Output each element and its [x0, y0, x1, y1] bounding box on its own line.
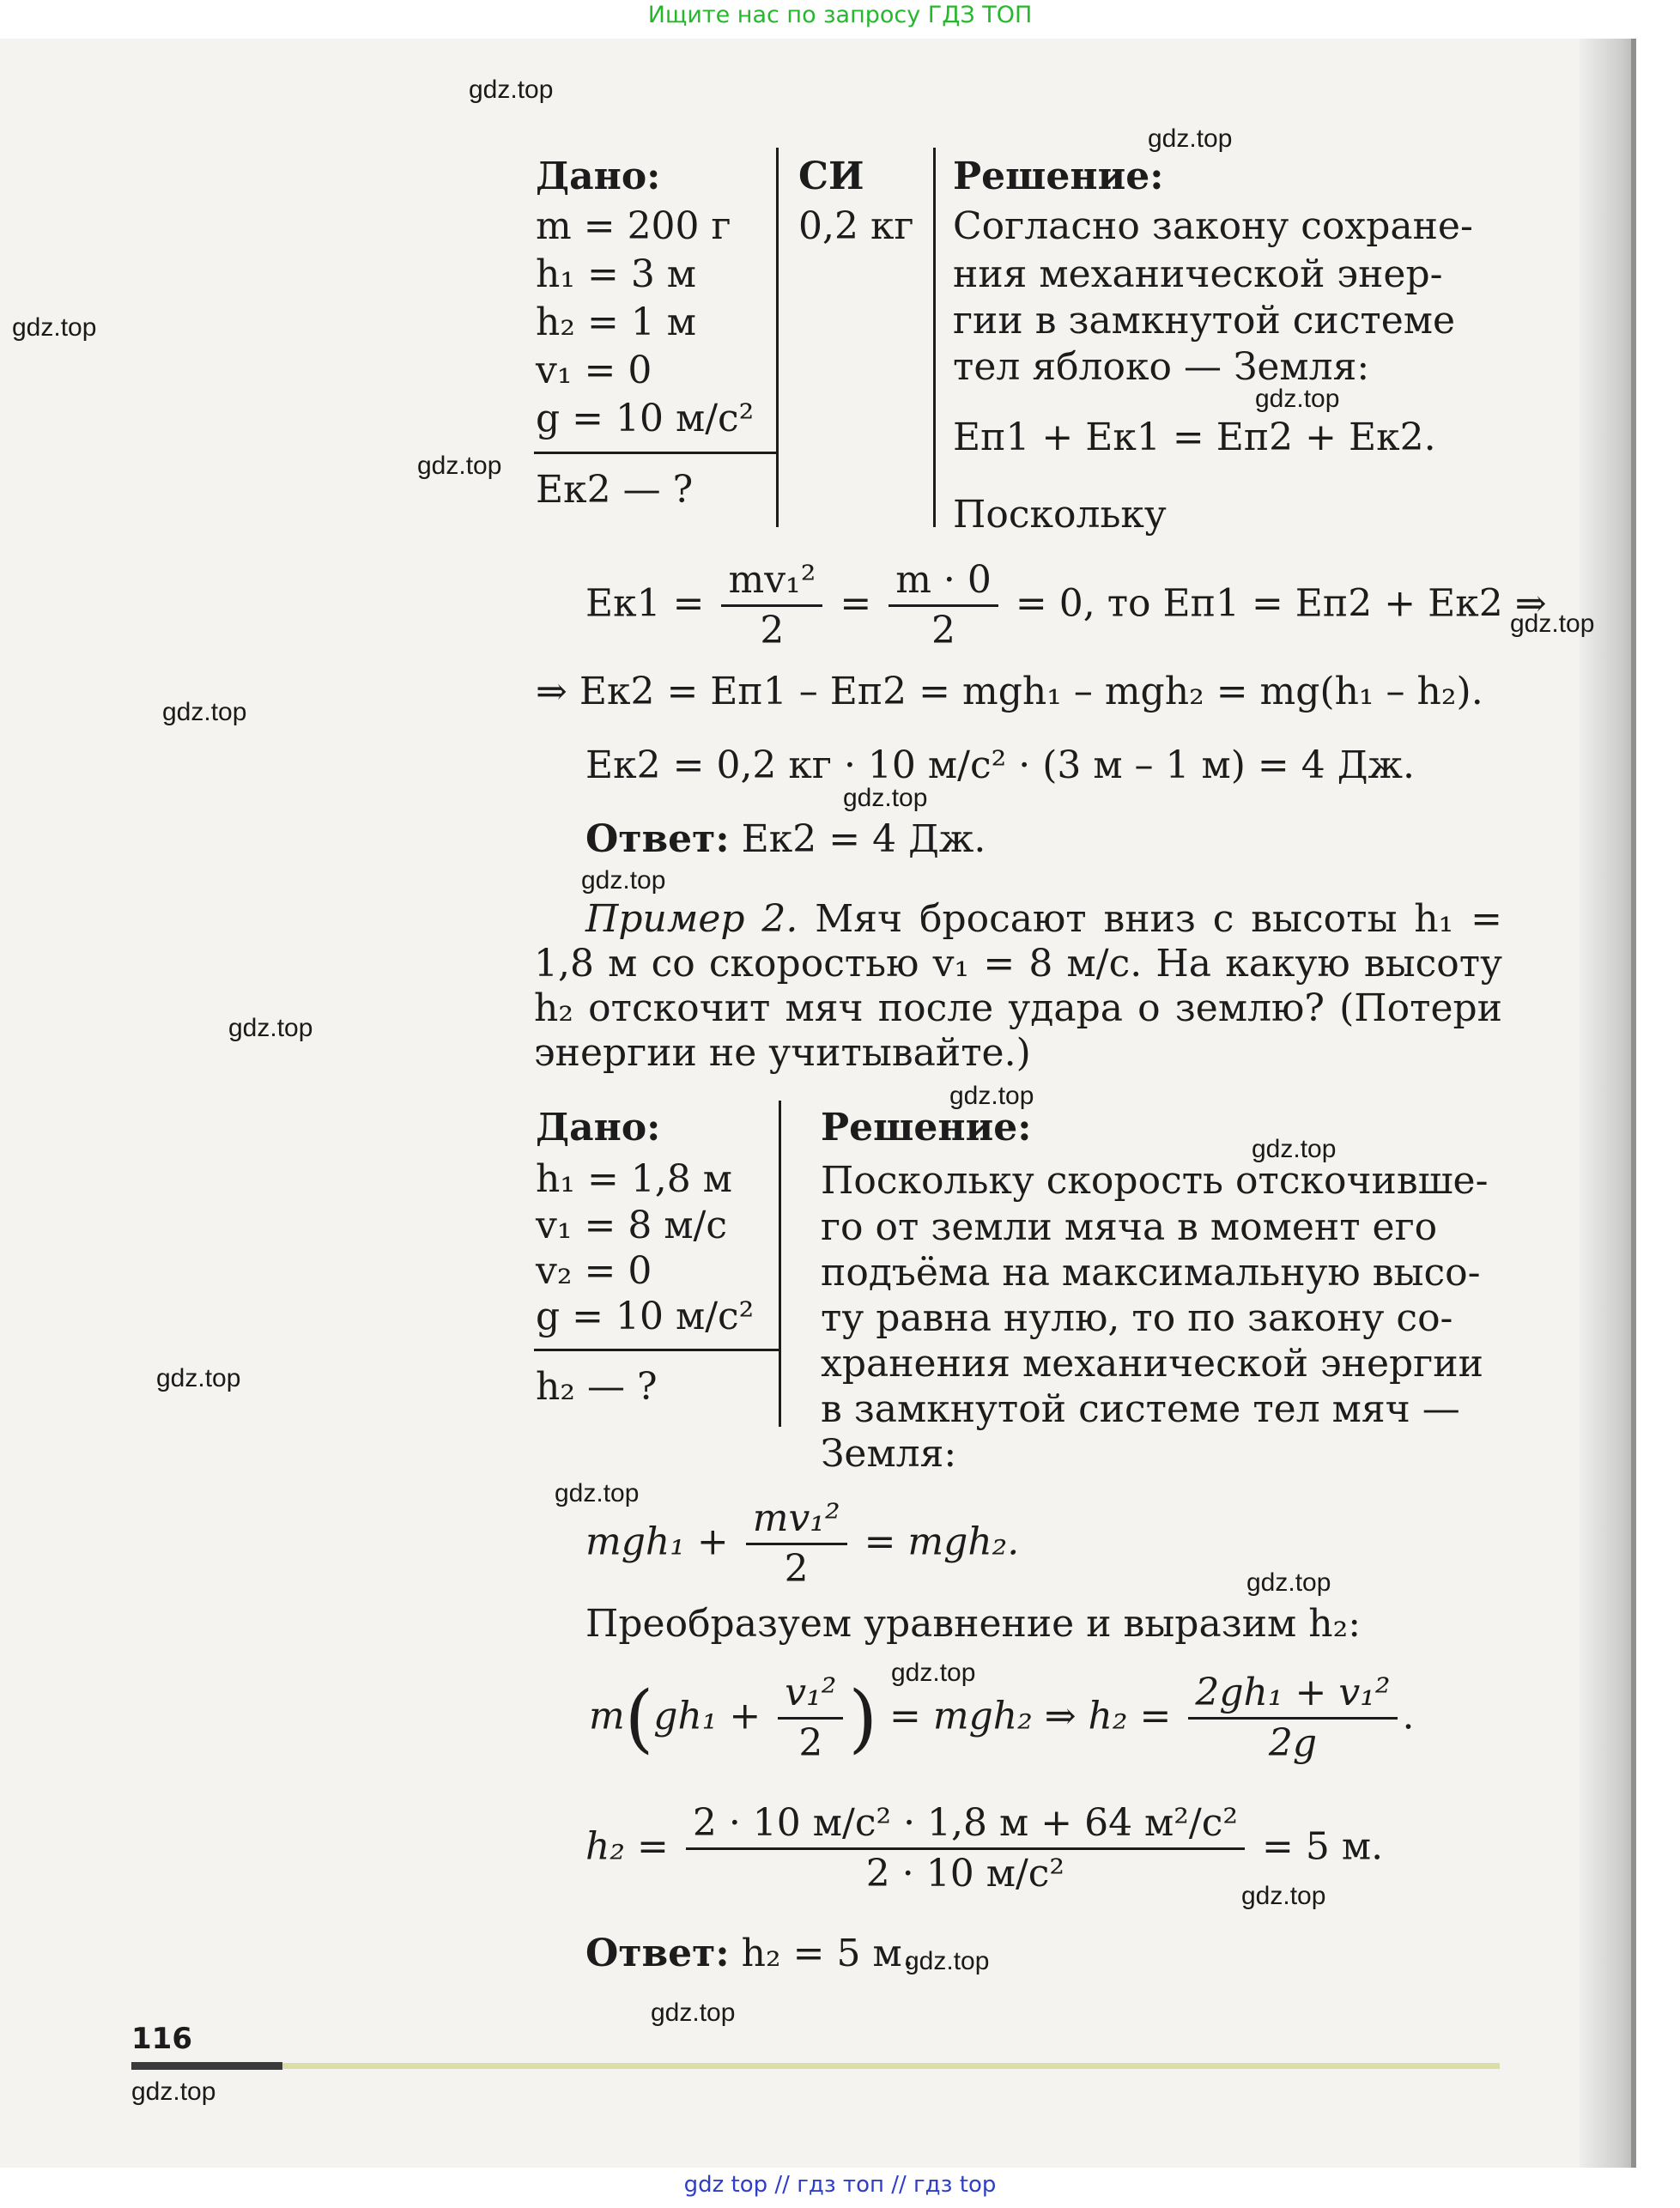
ex1-eq1-fraction-2 [889, 560, 998, 652]
ex2-eq2-fraction [1188, 1672, 1397, 1765]
ex2-eq2-m: m [589, 1694, 625, 1738]
watermark: gdz.top [843, 784, 928, 812]
ex2-eq3-num: 2 · 10 м/с² · 1,8 м + 64 м²/с² [686, 1803, 1245, 1850]
ex1-energy-equation: Eп1 + Eк1 = Eп2 + Eк2. [953, 416, 1436, 459]
ex2-eq3-lhs: h₂ = [585, 1824, 669, 1869]
ex2-given-2: v₂ = 0 [536, 1249, 652, 1293]
page-spine [1631, 39, 1636, 2168]
ex2-given-1: v₁ = 8 м/с [536, 1204, 728, 1247]
ex1-given-0: m = 200 г [536, 204, 731, 248]
ex1-eq1-num2: m · 0 [889, 560, 998, 607]
ex2-answer-label: Ответ: [585, 1932, 730, 1975]
watermark: gdz.top [162, 698, 247, 726]
ex2-eq2-inner: gh₁ + [653, 1694, 761, 1738]
ex2-eq3-fraction [686, 1803, 1245, 1896]
ex2-eq2-in-num: v₁² [778, 1672, 843, 1720]
ex2-eq3-rhs: = 5 м. [1262, 1824, 1384, 1869]
ex2-given-3: g = 10 м/с² [536, 1295, 755, 1338]
ex2-eq1-lhs: mgh₁ + [585, 1520, 729, 1564]
ex1-eq1-num1: mv₁² [721, 560, 822, 607]
watermark: gdz.top [1255, 385, 1340, 413]
ex1-si-0: 0,2 кг [798, 204, 914, 248]
ex1-eq1-den1: 2 [760, 609, 785, 653]
ex1-solution-line-3: тел яблоко — Земля: [953, 345, 1370, 389]
ex2-eq2-num: 2gh₁ + v₁² [1188, 1672, 1397, 1720]
ex2-solution-line-2: подъёма на максимальную высо- [821, 1251, 1481, 1295]
bottom-rule-light [282, 2063, 1500, 2069]
ex2-eq3-den: 2 · 10 м/с² [865, 1852, 1065, 1896]
watermark: gdz.top [1510, 610, 1595, 638]
ex2-transform-text: Преобразуем уравнение и выразим h₂: [585, 1602, 1362, 1646]
ex1-solution-line-2: гии в замкнутой системе [953, 299, 1456, 343]
ex2-label: Пример 2. [585, 897, 798, 941]
watermark: gdz.top [469, 76, 554, 104]
watermark: gdz.top [581, 866, 666, 895]
ex1-solution-title: Решение: [953, 155, 1164, 198]
ex1-eq1-den2: 2 [931, 609, 956, 653]
ex2-equation-2: m(gh₁ + $\frac{\text{v₁²}}{2}$ ) = mgh₂ ⇒ h₂ = $\frac{\text{2gh₁ + v₁²}}{2g}$ . [589, 1671, 1415, 1766]
watermark: gdz.top [417, 452, 502, 480]
watermark: gdz.top [228, 1014, 313, 1042]
ex2-eq1-num: mv₁² [746, 1498, 847, 1545]
ex1-answer-value: Eк2 = 4 Дж. [741, 817, 986, 861]
ex1-equation-1: Eк1 = $\frac{\text{mv₁²}}{2}$ = $\frac{m \cdot 0}{2}$ = 0, то Eп1 = Eп2 + Eк2 ⇒ [585, 558, 1547, 653]
ex2-solution-line-3: ту равна нулю, то по закону со- [821, 1296, 1453, 1340]
watermark: gdz.top [891, 1659, 976, 1687]
ex2-eq2-end: . [1402, 1694, 1415, 1738]
ex2-find: h₂ — ? [536, 1365, 658, 1409]
ex2-given-title: Дано: [536, 1106, 661, 1149]
watermark: gdz.top [651, 1999, 736, 2027]
ex1-since: Поскольку [953, 493, 1167, 537]
ex2-solution-title: Решение: [821, 1106, 1032, 1149]
ex2-given-0: h₁ = 1,8 м [536, 1157, 733, 1201]
ex1-given-2: h₂ = 1 м [536, 300, 697, 344]
ex2-eq2-mid: = mgh₂ ⇒ h₂ = [889, 1694, 1172, 1738]
watermark: gdz.top [949, 1082, 1034, 1110]
ex2-eq1-den: 2 [784, 1547, 809, 1592]
ex1-solution-line-0: Согласно закону сохране- [953, 204, 1473, 248]
ex1-solution-line-1: ния механической энер- [953, 252, 1443, 296]
watermark: gdz.top [131, 2078, 216, 2106]
watermark: gdz.top [1246, 1568, 1331, 1597]
ex2-eq2-in-den: 2 [798, 1721, 823, 1766]
ex2-eq1-rhs: = mgh₂. [864, 1520, 1020, 1564]
ex2-eq2-den: 2g [1268, 1721, 1318, 1766]
ex1-eq1-lhs: Eк1 = [585, 581, 705, 626]
ex2-answer-value: h₂ = 5 м. [741, 1932, 914, 1975]
watermark: gdz.top [1241, 1882, 1326, 1910]
watermark: gdz.top [1148, 124, 1233, 153]
ex2-solution-line-0: Поскольку скорость отскочивше- [821, 1159, 1489, 1203]
ex1-given-4: g = 10 м/с² [536, 397, 755, 440]
ex2-solution-line-1: го от земли мяча в момент его [821, 1205, 1438, 1249]
ex1-answer [585, 817, 986, 862]
ex1-column-divider-2 [933, 148, 936, 527]
ex1-given-3: v₁ = 0 [536, 349, 652, 392]
header-link[interactable]: Ищите нас по запросу ГДЗ ТОП [647, 2, 1033, 28]
footer-links[interactable]: gdz top // гдз топ // гдз top [683, 2172, 997, 2198]
ex2-solution-line-5: в замкнутой системе тел мяч — [821, 1387, 1460, 1431]
ex2-eq2-inner-fraction [778, 1672, 843, 1765]
watermark: gdz.top [1252, 1135, 1337, 1163]
ex1-answer-label: Ответ: [585, 817, 730, 861]
bottom-rule-dark [131, 2062, 282, 2070]
page-edge-shadow [1580, 39, 1635, 2168]
watermark: gdz.top [156, 1364, 241, 1392]
ex1-equation-3: Eк2 = 0,2 кг · 10 м/с² · (3 м – 1 м) = 4 Дж. [585, 743, 1415, 787]
ex1-given-divider [534, 452, 777, 454]
ex1-given-1: h₁ = 3 м [536, 252, 697, 296]
ex1-column-divider-1 [776, 148, 779, 527]
ex1-si-title: СИ [798, 155, 864, 198]
ex2-solution-line-4: хранения механической энергии [821, 1342, 1483, 1386]
ex1-find: Eк2 — ? [536, 468, 694, 512]
ex2-eq1-fraction [746, 1498, 847, 1591]
ex1-given-title: Дано: [536, 155, 661, 198]
page-number: 116 [131, 2022, 192, 2056]
watermark: gdz.top [905, 1947, 990, 1975]
ex2-statement [534, 897, 1502, 1076]
ex2-equation-1 [585, 1498, 1019, 1591]
ex1-eq1-fraction-1 [721, 560, 822, 652]
watermark: gdz.top [12, 313, 97, 342]
ex2-statement-text: Мяч бросают вниз с высоты h₁ = 1,8 м со скоростью v₁ = 8 м/с. На какую высоту h₂ отскочит мяч после удара о землю? (Потери энергии не учитывайте.) [534, 897, 1502, 1075]
ex2-given-divider [534, 1349, 780, 1351]
ex2-solution-line-6: Земля: [821, 1432, 957, 1476]
watermark: gdz.top [555, 1479, 640, 1507]
ex1-eq1-rhs: = 0, то Eп1 = Eп2 + Eк2 ⇒ [1015, 581, 1547, 626]
ex2-answer [585, 1932, 914, 1976]
ex1-equation-2: ⇒ Eк2 = Eп1 – Eп2 = mgh₁ – mgh₂ = mg(h₁ – h₂). [536, 670, 1483, 713]
ex2-column-divider [779, 1101, 781, 1427]
